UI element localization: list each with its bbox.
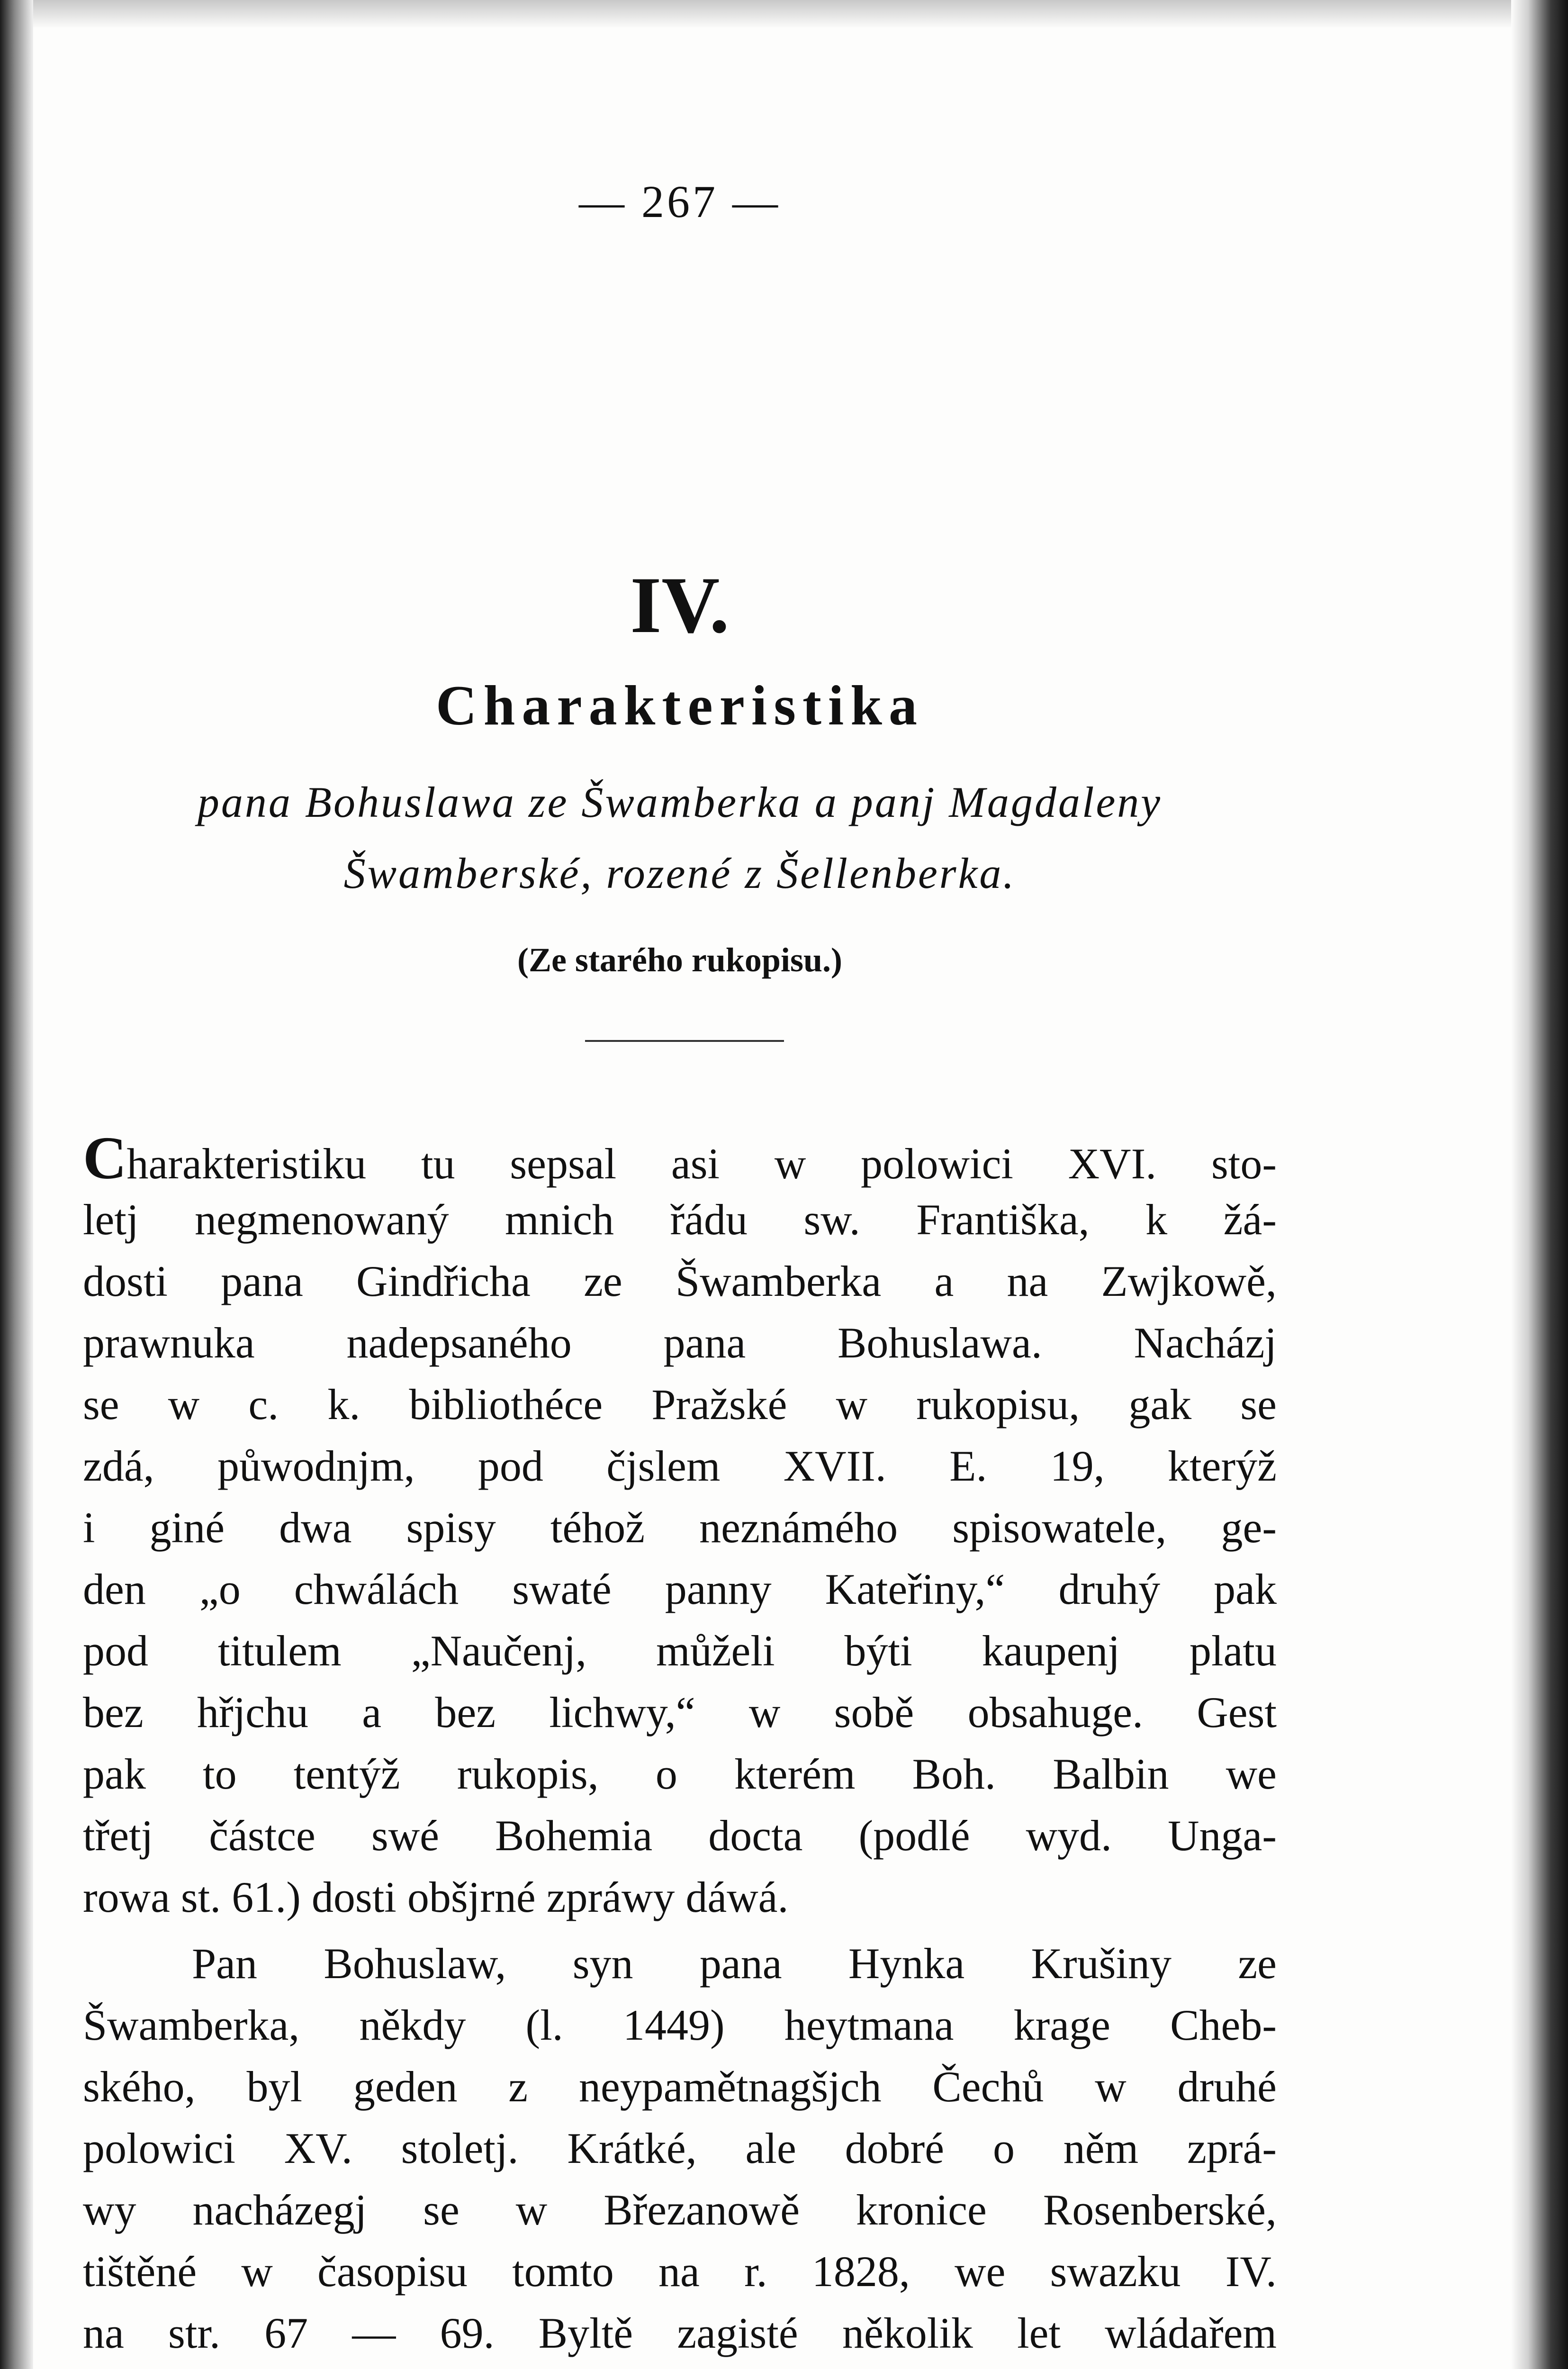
paragraph-2-line: tištěné w časopisu tomto na r. 1828, we swazku IV. bbox=[83, 2247, 1277, 2296]
paragraph-2-line: na str. 67 — 69. Byltě zagisté několik let wládařem bbox=[83, 2309, 1277, 2357]
paragraph-1-line: bez hřjchu a bez lichwy,“ w sobě obsahuge. Gest bbox=[83, 1688, 1277, 1736]
paragraph-2-line: ského, byl geden z neypamětnagšjch Čechů w druhé bbox=[83, 2062, 1277, 2111]
source-note: (Ze starého rukopisu.) bbox=[517, 941, 843, 979]
paragraph-1-line-text: harakteristiku tu sepsal asi w polowici XVI. sto- bbox=[126, 1139, 1277, 1188]
paragraph-2-line: polowici XV. stoletj. Krátké, ale dobré o něm zprá- bbox=[83, 2124, 1277, 2172]
paragraph-1-line: i giné dwa spisy téhož neznámého spisowatele, ge- bbox=[83, 1503, 1277, 1552]
chapter-number: IV. bbox=[630, 561, 730, 650]
page-number: — 267 — bbox=[579, 176, 781, 227]
paragraph-2-line: Pan Bohuslaw, syn pana Hynka Krušiny ze bbox=[192, 1939, 1277, 1988]
paragraph-1-line bbox=[83, 1124, 1277, 1192]
paragraph-1-line: pak to tentýž rukopis, o kterém Boh. Balbin we bbox=[83, 1750, 1277, 1798]
chapter-subtitle-line-1: pana Bohuslawa ze Šwamberka a panj Magdaleny bbox=[197, 778, 1162, 826]
paragraph-1-line: dosti pana Gindřicha ze Šwamberka a na Zwjkowě, bbox=[83, 1257, 1277, 1305]
drop-cap: C bbox=[83, 1124, 127, 1192]
paragraph-1-line: den „o chwálách swaté panny Kateřiny,“ druhý pak bbox=[83, 1565, 1277, 1613]
chapter-title: Charakteristika bbox=[436, 674, 924, 737]
paragraph-1-line: rowa st. 61.) dosti obšjrné zpráwy dáwá. bbox=[83, 1873, 789, 1921]
paragraph-1-line: zdá, půwodnjm, pod čjslem XVII. E. 19, kterýž bbox=[83, 1442, 1277, 1490]
page-left-edge bbox=[0, 0, 33, 2369]
chapter-subtitle-line-2: Šwamberské, rozené z Šellenberka. bbox=[343, 849, 1016, 897]
paragraph-1-line: se w c. k. bibliothéce Pražské w rukopisu, gak se bbox=[83, 1380, 1277, 1429]
page-right-edge bbox=[1511, 0, 1568, 2369]
paragraph-1-line: prawnuka nadepsaného pana Bohuslawa. Nacházj bbox=[83, 1319, 1277, 1367]
paragraph-2-line: Šwamberka, někdy (l. 1449) heytmana krage Cheb- bbox=[83, 2001, 1277, 2049]
paragraph-1-line: pod titulem „Naučenj, můželi býti kaupenj platu bbox=[83, 1627, 1277, 1675]
paragraph-2-line: wy nacházegj se w Březanowě kronice Rosenberské, bbox=[83, 2186, 1277, 2234]
page-content bbox=[83, 0, 1277, 2369]
separator-rule bbox=[585, 1040, 784, 1042]
paragraph-1-line: třetj částce swé Bohemia docta (podlé wyd. Unga- bbox=[83, 1811, 1277, 1860]
paragraph-2-line bbox=[83, 2364, 1277, 2369]
paragraph-1-line: letj negmenowaný mnich řádu sw. Františka, k žá- bbox=[83, 1195, 1277, 1244]
